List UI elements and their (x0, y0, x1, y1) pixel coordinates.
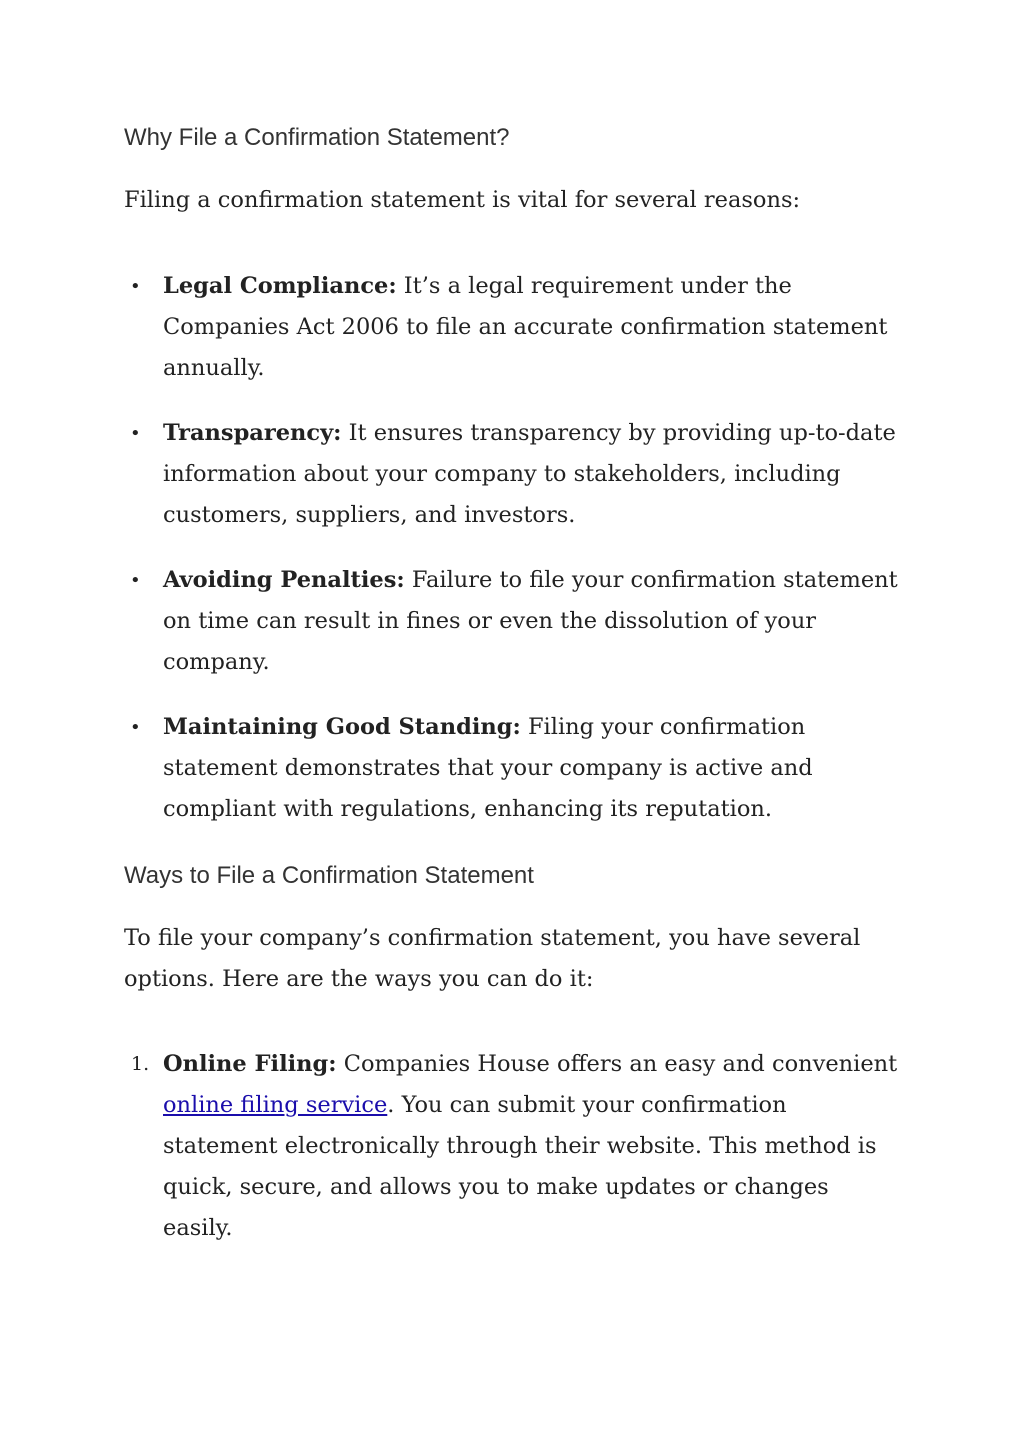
list-item-text: Filing your confirmation statement demonstrates that your company is active and compliant with regulations, enhancing its reputation. (163, 714, 813, 822)
list-item (124, 707, 904, 830)
section-intro-ways-to-file: To file your company’s confirmation statement, you have several options. Here are the ways you can do it: (124, 925, 861, 992)
list-item-term: Transparency: (163, 420, 342, 446)
list-item-text-after: . You can submit your confirmation statement electronically through their website. This method is quick, secure, and allows you to make updates or changes easily. (163, 1092, 877, 1241)
ways-list (124, 1044, 904, 1273)
online-filing-service-link[interactable]: online filing service (163, 1092, 388, 1118)
list-item (124, 560, 904, 683)
section-intro-why-file: Filing a confirmation statement is vital for several reasons: (124, 187, 801, 213)
list-number: 1. (131, 1053, 150, 1075)
bullet-icon: • (130, 570, 141, 591)
list-item-text: Failure to file your confirmation statement on time can result in fines or even the dissolution of your company. (163, 567, 898, 675)
list-item (124, 1044, 904, 1249)
list-item-term: Maintaining Good Standing: (163, 714, 521, 740)
section-heading-why-file: Why File a Confirmation Statement? (124, 124, 510, 151)
bullet-icon: • (130, 423, 141, 444)
list-item (124, 266, 904, 389)
list-item-text-before: Companies House offers an easy and convenient (336, 1051, 898, 1077)
list-item (124, 413, 904, 536)
reasons-list (124, 266, 904, 854)
bullet-icon: • (130, 717, 141, 738)
list-item-term: Avoiding Penalties: (163, 567, 405, 593)
list-item-text: It’s a legal requirement under the Companies Act 2006 to file an accurate confirmation statement annually. (163, 273, 888, 381)
list-item-term: Legal Compliance: (163, 273, 397, 299)
list-item-text: It ensures transparency by providing up-to-date information about your company to stakeholders, including customers, suppliers, and investors. (163, 420, 896, 528)
list-item-term: Online Filing: (163, 1051, 337, 1077)
bullet-icon: • (130, 276, 141, 297)
section-heading-ways-to-file: Ways to File a Confirmation Statement (124, 862, 534, 889)
